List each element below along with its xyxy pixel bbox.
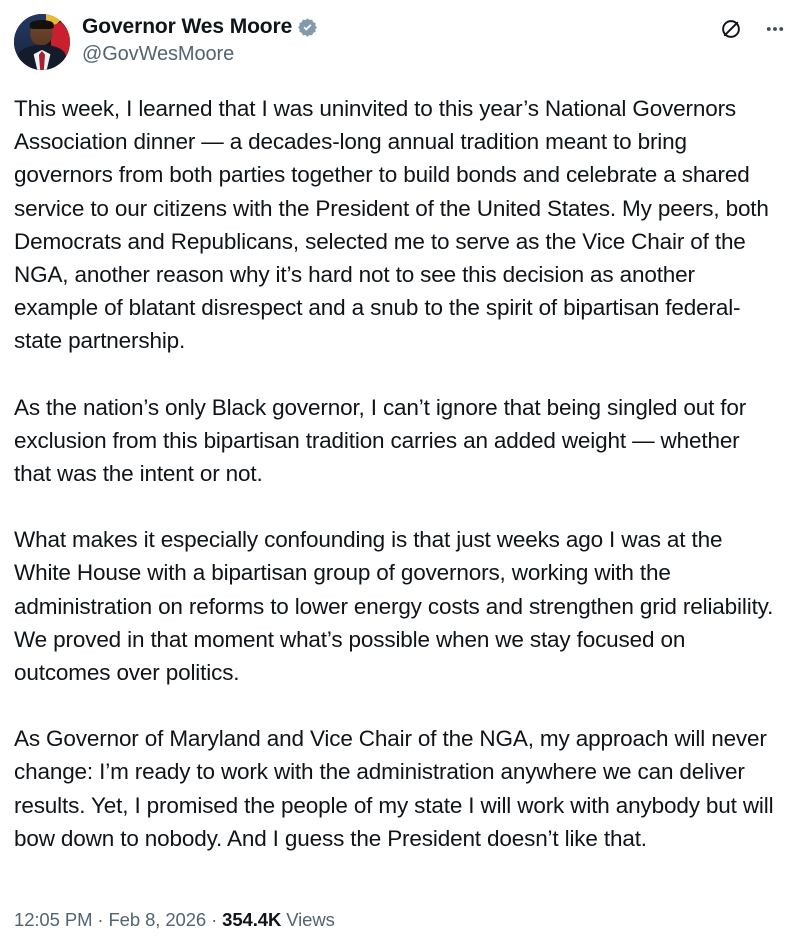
tweet-paragraph: This week, I learned that I was uninvited to this year’s National Governors Association dinner — a decades-long annual tradition meant to bring governors from both parties together to build bonds and celebrate a shared service to our citizens with the President of the United States. My peers, both Democrats and Republicans, selected me to serve as the Vice Chair of the NGA, another reason why it’s hard not to see this decision as another example of blatant disrespect and a snub to the spirit of bipartisan federal-state partnership.: [14, 96, 769, 354]
more-options-button[interactable]: [764, 18, 786, 40]
metadata-separator: ·: [211, 909, 218, 930]
display-name[interactable]: Governor Wes Moore: [82, 15, 293, 38]
tweet-paragraph: As the nation’s only Black governor, I can’t ignore that being singled out for exclusion from this bipartisan tradition carries an added weight — whether that was the intent or not.: [14, 394, 747, 487]
tweet-time: 12:05 PM: [14, 909, 93, 930]
avatar[interactable]: [14, 14, 70, 70]
views-label: Views: [286, 909, 335, 930]
avatar-hair: [30, 20, 54, 29]
tweet-date: Feb 8, 2026: [108, 909, 207, 930]
account-name-block: [82, 14, 318, 66]
views-count: 354.4K: [222, 909, 282, 930]
metadata-separator: ·: [97, 909, 104, 930]
tweet-paragraph: As Governor of Maryland and Vice Chair of the NGA, my approach will never change: I’m ready to work with the administration anywhere we can deliver results. Yet, I promised the people of my state I will work with anybody but will bow down to nobody. And I guess the President doesn’t like that.: [14, 726, 774, 851]
verified-badge-icon[interactable]: [297, 17, 318, 38]
grok-button[interactable]: [720, 18, 742, 40]
display-name-row: [82, 15, 318, 38]
account-handle[interactable]: @GovWesMoore: [82, 43, 235, 66]
header-actions: [720, 18, 786, 40]
tweet-metadata: [14, 909, 335, 931]
tweet-text: [14, 92, 786, 855]
tweet-paragraph: What makes it especially confounding is that just weeks ago I was at the White House with a bipartisan group of governors, working with the administration on reforms to lower energy costs and strengthen grid reliability. We proved in that moment what’s possible when we stay focused on outcomes over politics.: [14, 527, 774, 686]
tweet-header: [14, 14, 786, 72]
